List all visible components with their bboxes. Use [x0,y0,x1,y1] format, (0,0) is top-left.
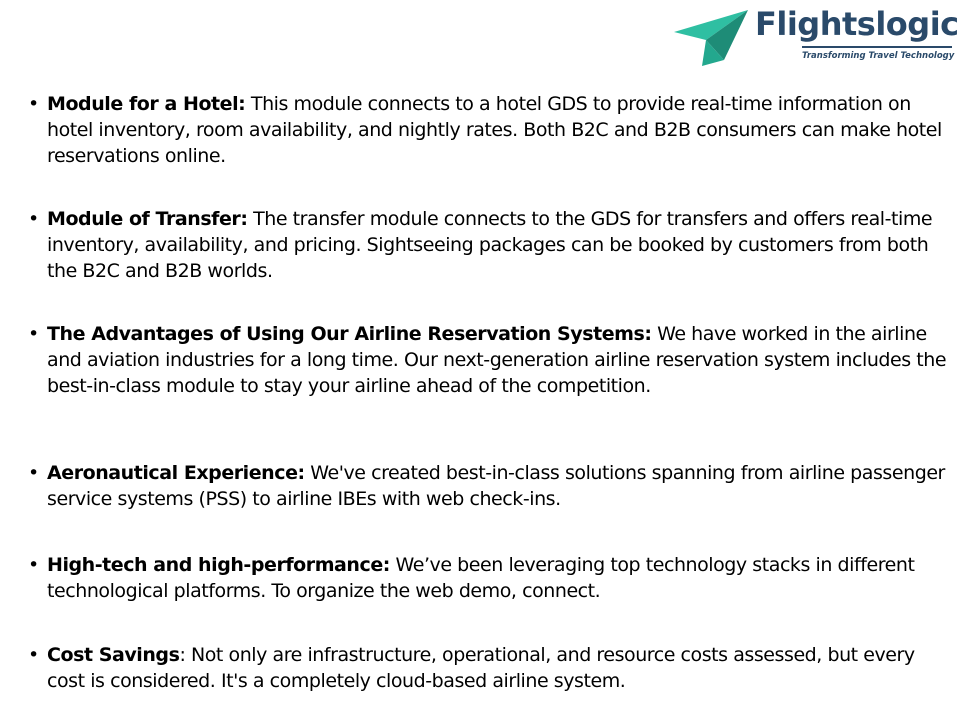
bullet-heading: Module of Transfer: [47,208,248,230]
bullet-body: We’ve been leveraging top technology stacks in different technological platforms. To organize the web demo, connect. [47,554,915,602]
paper-plane-icon [672,4,752,70]
bullet-text [47,321,952,399]
bullet-text [47,642,952,694]
bullet-dot-icon: • [28,323,40,345]
bullet-body: : Not only are infrastructure, operational, and resource costs assessed, but every cost is considered. It's a completely cloud-based airline system. [47,644,915,692]
bullet-text [47,460,952,512]
bullet-dot-icon: • [28,462,40,484]
bullet-body: The transfer module connects to the GDS for transfers and offers real-time inventory, availability, and pricing. Sightseeing packages can be booked by customers from both the B2C and B2B worlds. [47,208,933,282]
bullet-dot-icon: • [28,93,40,115]
bullet-text [47,206,952,284]
bullet-heading: Aeronautical Experience: [47,462,305,484]
bullet-heading: Module for a Hotel: [47,93,246,115]
logo-name: Flightslogic [755,5,959,43]
bullet-heading: The Advantages of Using Our Airline Reservation Systems: [47,323,652,345]
bullet-body: We have worked in the airline and aviation industries for a long time. Our next-generation airline reservation system includes the best-in-class module to stay your airline ahead of the competition. [47,323,947,397]
bullet-dot-icon: • [28,208,40,230]
flightslogic-logo [672,4,958,70]
bullet-text [47,552,952,604]
bullet-body: We've created best-in-class solutions spanning from airline passenger service systems (PSS) to airline IBEs with web check-ins. [47,462,945,510]
bullet-text [47,91,952,169]
bullet-body: This module connects to a hotel GDS to provide real-time information on hotel inventory, room availability, and nightly rates. Both B2C and B2B consumers can make hotel reservations online. [47,93,942,167]
bullet-dot-icon: • [28,554,40,576]
bullet-dot-icon: • [28,644,40,666]
logo-divider [802,46,952,48]
logo-tagline: Transforming Travel Technology [802,51,955,61]
bullet-heading: High-tech and high-performance: [47,554,390,576]
bullet-heading: Cost Savings [47,644,180,666]
